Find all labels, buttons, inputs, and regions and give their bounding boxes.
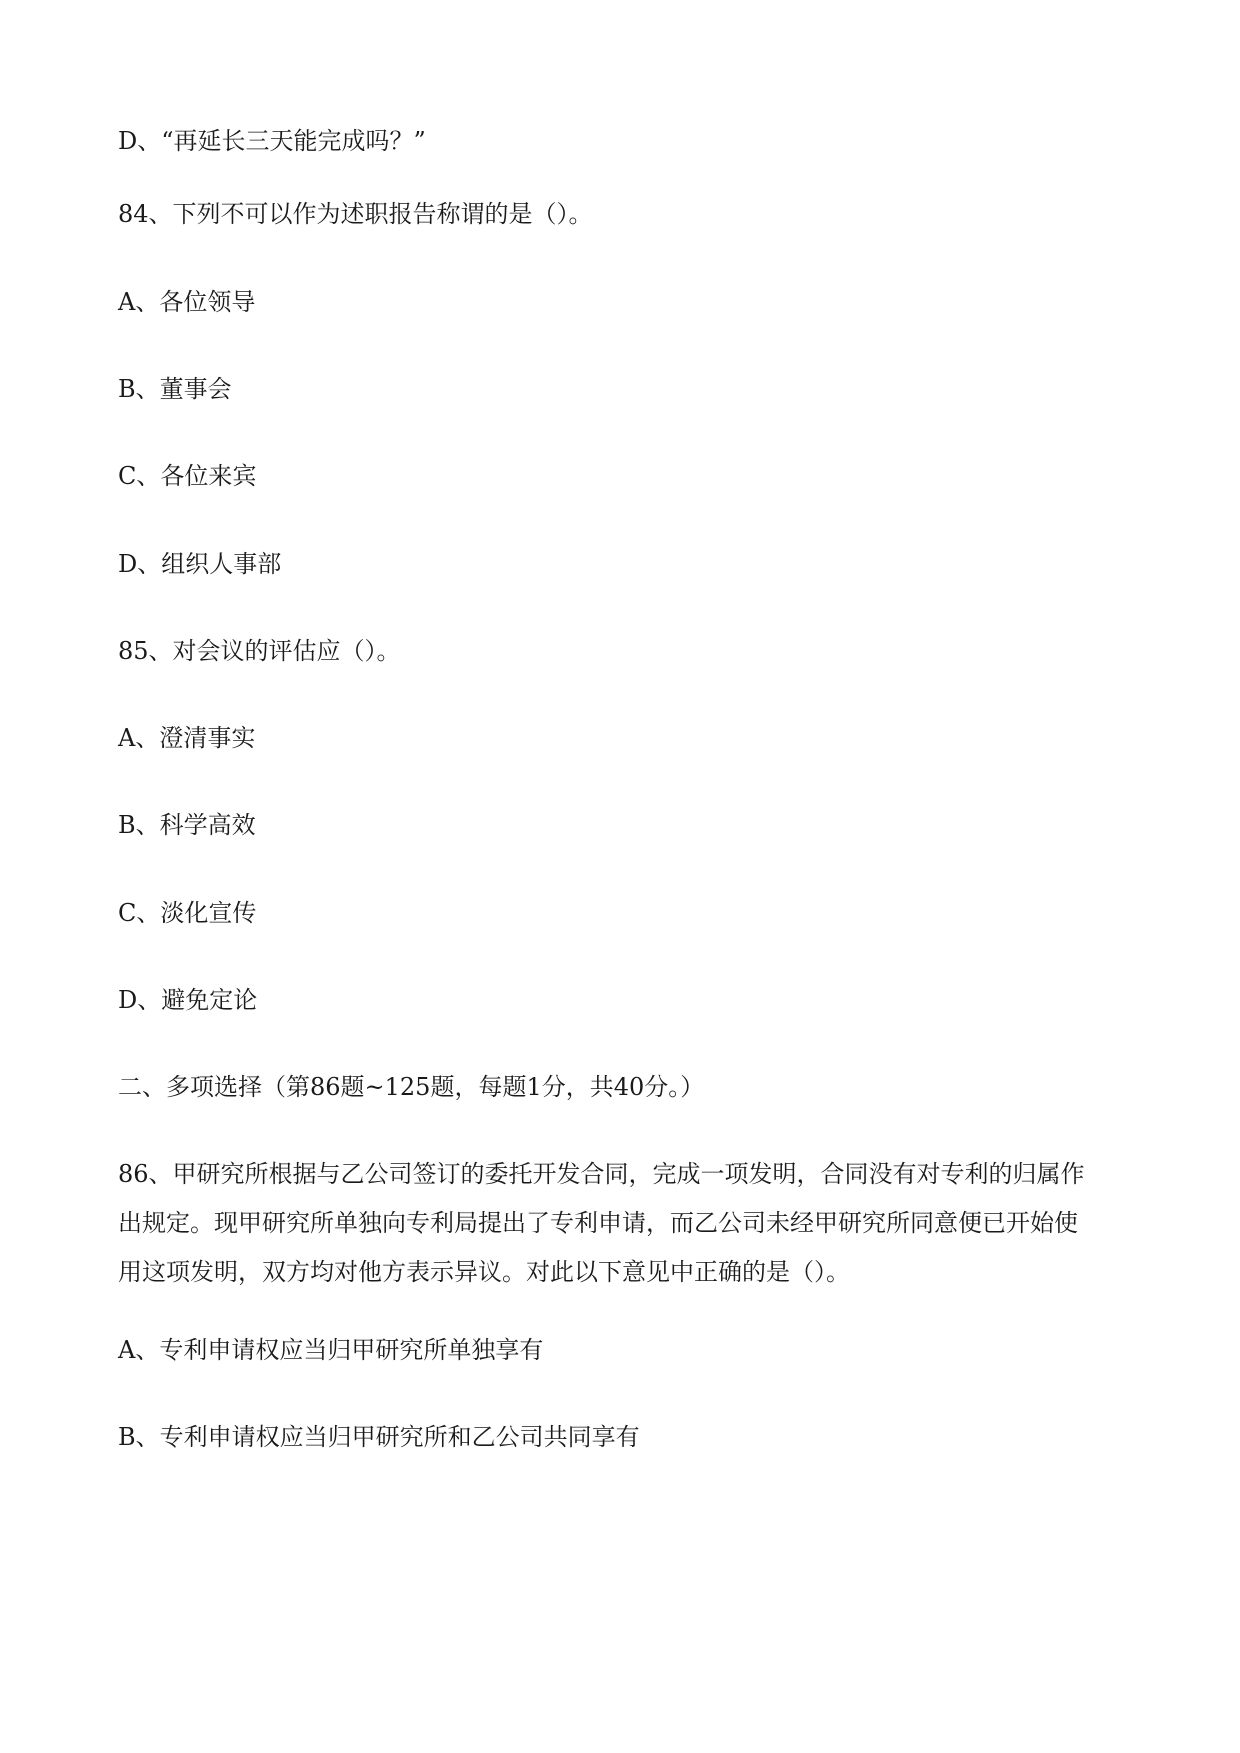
question-86-line-1: 86、甲研究所根据与乙公司签订的委托开发合同，完成一项发明，合同没有对专利的归属作 — [118, 1160, 1085, 1188]
question-85: 85、对会议的评估应（）。 — [118, 637, 401, 665]
option-a-q86: A、专利申请权应当归甲研究所单独享有 — [118, 1336, 544, 1364]
option-a-q84: A、各位领导 — [118, 288, 256, 316]
option-c-q84: C、各位来宾 — [118, 462, 257, 490]
option-a-q85: A、澄清事实 — [118, 724, 256, 752]
question-86 — [118, 1150, 1128, 1297]
question-86-line-2: 出规定。现甲研究所单独向专利局提出了专利申请，而乙公司未经甲研究所同意便已开始使 — [118, 1209, 1078, 1237]
option-d-q84: D、组织人事部 — [118, 550, 282, 578]
option-d-q85: D、避免定论 — [118, 986, 258, 1014]
option-b-q85: B、科学高效 — [118, 811, 256, 839]
question-84: 84、下列不可以作为述职报告称谓的是（）。 — [118, 200, 593, 228]
option-c-q85: C、淡化宣传 — [118, 899, 257, 927]
option-d-q83: D、“再延长三天能完成吗？” — [118, 127, 426, 155]
section-heading-multiple-choice: 二、多项选择（第86题~125题，每题1分，共40分。） — [118, 1073, 705, 1101]
option-b-q84: B、董事会 — [118, 375, 232, 403]
question-86-line-3: 用这项发明，双方均对他方表示异议。对此以下意见中正确的是（）。 — [118, 1258, 850, 1286]
option-b-q86: B、专利申请权应当归甲研究所和乙公司共同享有 — [118, 1423, 640, 1451]
